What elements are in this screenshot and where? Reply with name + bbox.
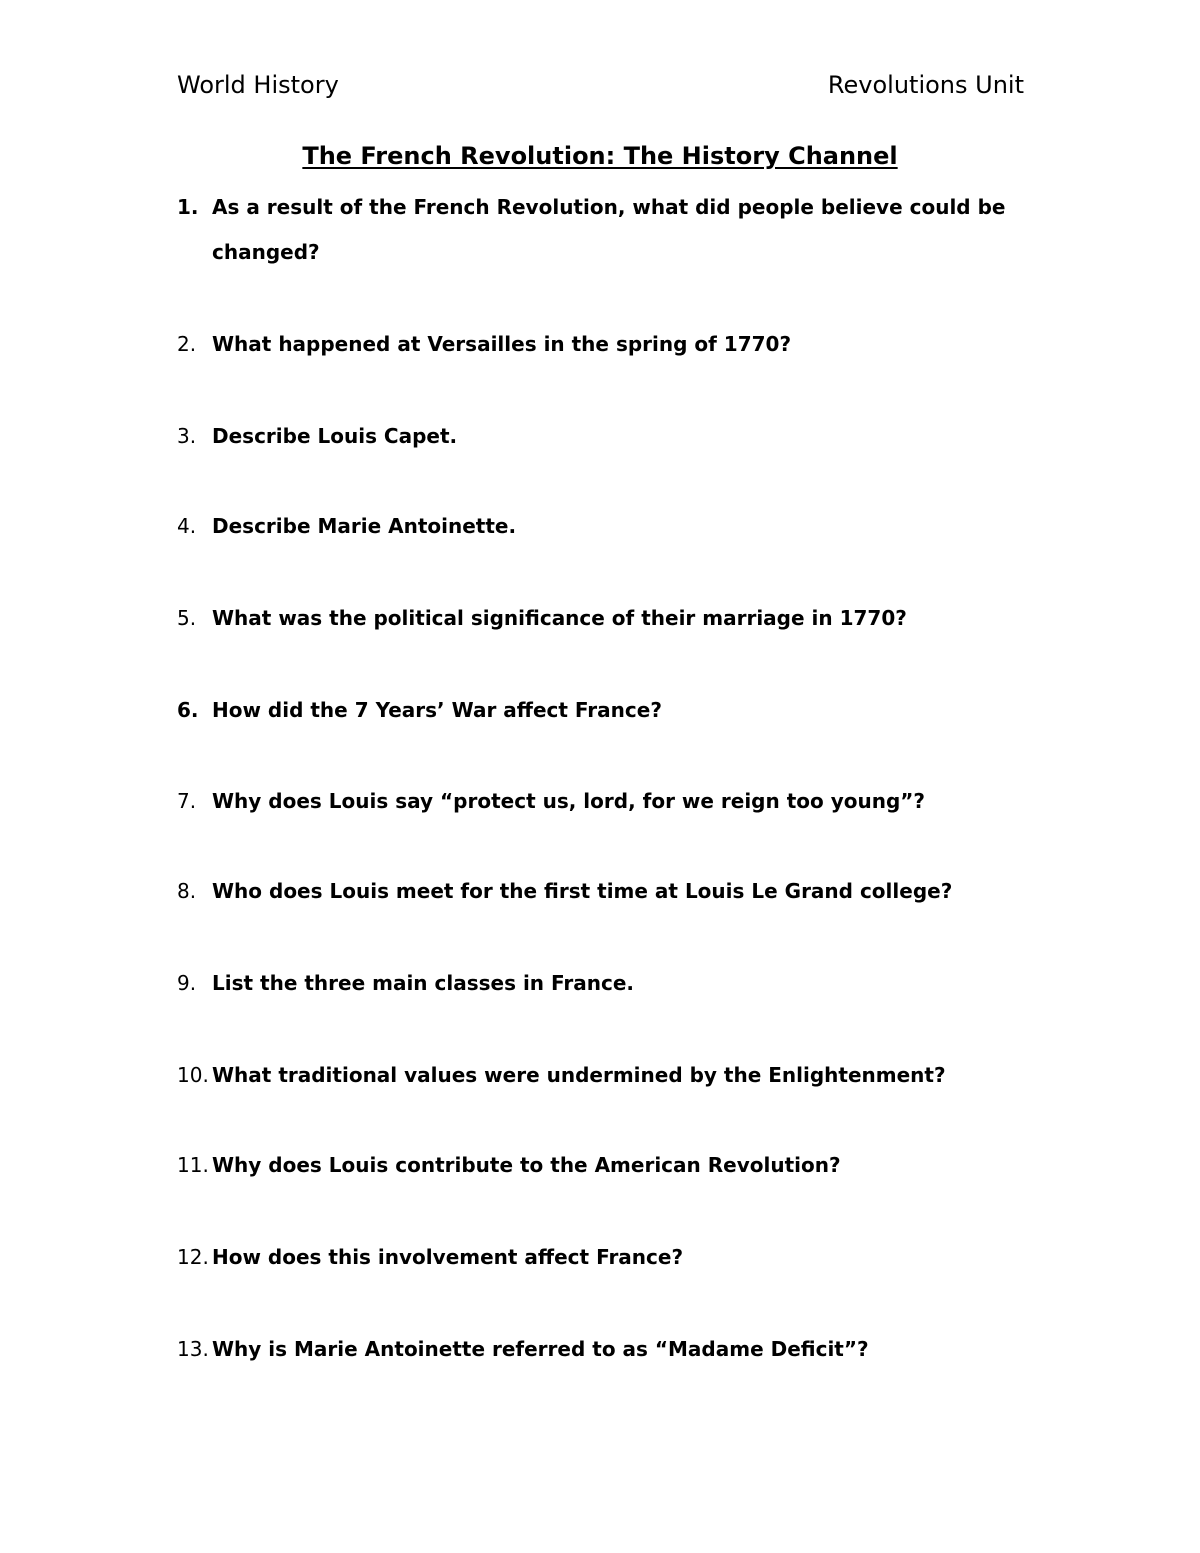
question-item [177, 1327, 1037, 1372]
question-number: 3. [177, 424, 197, 448]
question-text: What was the political significance of their marriage in 1770? [212, 606, 907, 630]
question-text: Why does Louis say “protect us, lord, for we reign too young”? [212, 789, 926, 813]
question-item [177, 185, 1037, 275]
question-text: How does this involvement affect France? [212, 1245, 684, 1269]
question-text: Who does Louis meet for the first time at Louis Le Grand college? [212, 879, 953, 903]
question-number: 10. [177, 1063, 209, 1087]
question-item [177, 961, 1037, 1006]
question-item [177, 869, 1037, 914]
question-number: 5. [177, 606, 197, 630]
question-number: 1. [177, 195, 199, 219]
question-text: What traditional values were undermined by the Enlightenment? [212, 1063, 946, 1087]
question-item [177, 596, 1037, 641]
header-course: World History [177, 71, 339, 99]
question-item [177, 688, 1037, 733]
question-number: 12. [177, 1245, 209, 1269]
question-text: Describe Marie Antoinette. [212, 514, 517, 538]
question-text: How did the 7 Years’ War affect France? [212, 698, 662, 722]
question-number: 9. [177, 971, 197, 995]
question-number: 11. [177, 1153, 209, 1177]
question-text: Why is Marie Antoinette referred to as “Madame Deficit”? [212, 1337, 869, 1361]
question-number: 13. [177, 1337, 209, 1361]
question-number: 6. [177, 698, 199, 722]
question-item [177, 1235, 1037, 1280]
question-text: List the three main classes in France. [212, 971, 635, 995]
header-unit: Revolutions Unit [827, 71, 1024, 99]
question-text: Why does Louis contribute to the American Revolution? [212, 1153, 841, 1177]
question-number: 2. [177, 332, 197, 356]
question-item [177, 1143, 1037, 1188]
question-item [177, 1053, 1037, 1098]
question-item [177, 779, 1037, 824]
question-text: Describe Louis Capet. [212, 424, 458, 448]
question-item [177, 414, 1037, 459]
question-number: 8. [177, 879, 197, 903]
question-item [177, 504, 1037, 549]
question-number: 4. [177, 514, 197, 538]
question-number: 7. [177, 789, 197, 813]
page-title: The French Revolution: The History Channel [302, 142, 898, 170]
question-text: As a result of the French Revolution, what did people believe could be changed? [212, 195, 1006, 264]
question-text: What happened at Versailles in the spring of 1770? [212, 332, 792, 356]
question-item [177, 322, 1037, 367]
